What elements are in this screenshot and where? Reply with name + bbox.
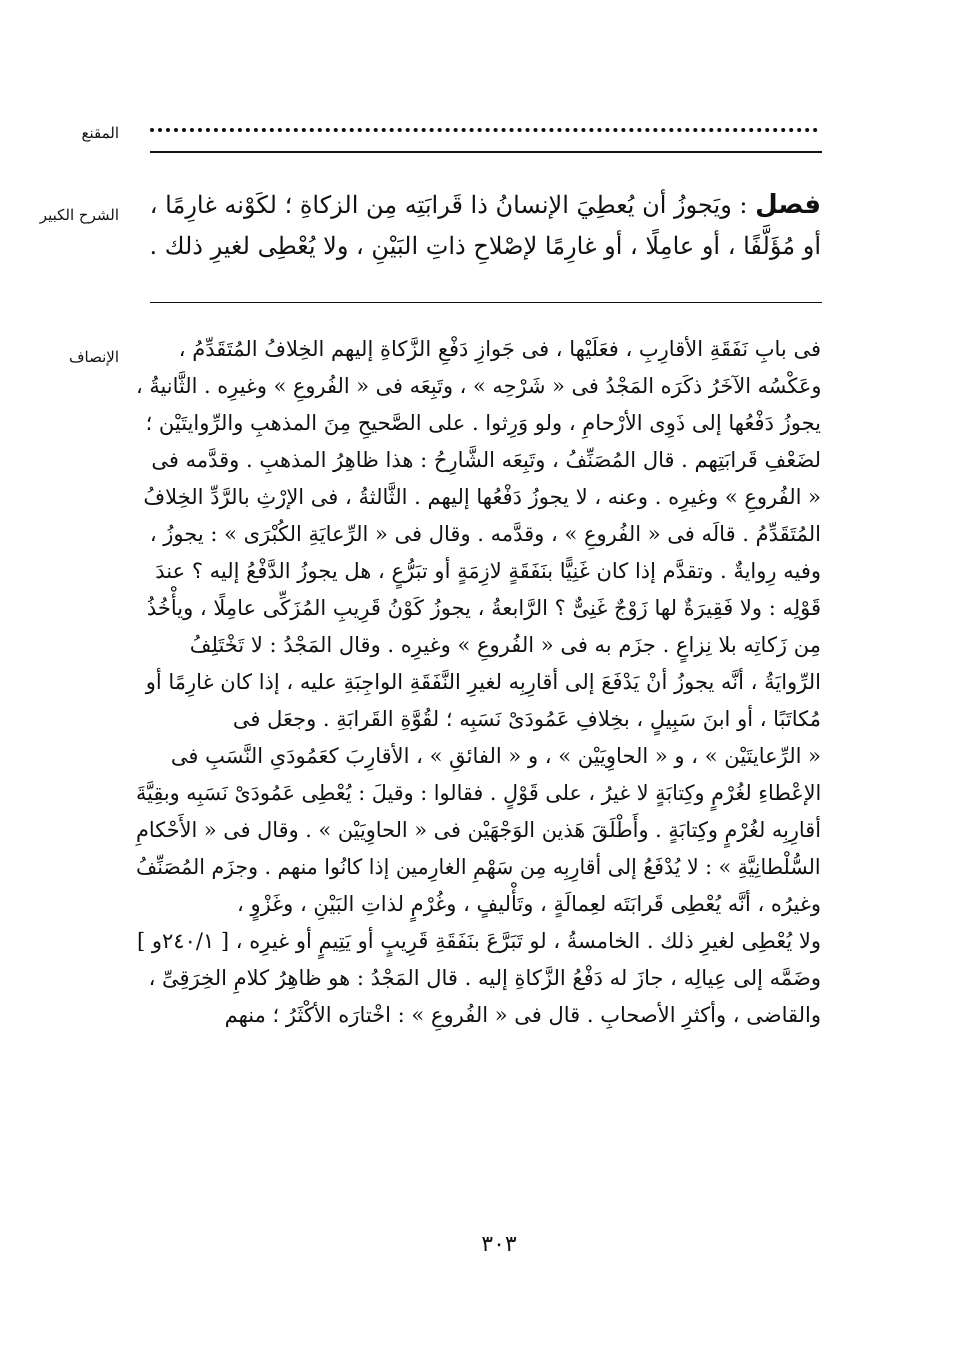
section-divider-thin [150, 302, 822, 303]
muqni-dotted-placeholder [150, 108, 818, 132]
margin-label-muqni: المقنع [81, 124, 119, 142]
margin-label-insaf: الإنصاف [68, 348, 119, 366]
margin-label-sharh: الشرح الكبير [39, 206, 119, 224]
sharh-line-1-text: : ويَجوزُ أن يُعطِيَ الإنسانُ ذا قَرابَتِه مِن الزكاةِ ؛ لكَوْنه غارِمًا ، [149, 191, 748, 219]
sharh-line-2-text: أو مُؤَلَّفًا ، أو عامِلًا ، أو غارِمًا لإصْلاحِ ذاتِ البَيْنِ ، ولا يُعْطِى لغيرِ ذلك . [149, 232, 821, 260]
section-divider-thick [150, 151, 822, 153]
page-number: ٣٠٣ [481, 1232, 517, 1257]
marginal-folio-reference: [ ٢٤٠/١و ] [137, 929, 230, 953]
fasl-heading: فصل [755, 190, 821, 220]
book-page: المقنع الشرح الكبير الإنصاف فصل : ويَجوزُ أن يُعطِيَ الإنسانُ ذا قَرابَتِه مِن الزكاةِ ؛ لكَوْنه غارِمًا ، أو مُؤَلَّفًا ، أو عامِلًا ، أو غارِمًا لإصْلاحِ ذاتِ البَيْنِ ، ولا يُعْطِى لغيرِ ذلك . فى بابِ نَفَقَةِ الأقارِبِ ، فعَلَيْها ، فى جَوازِ دَفْعِ الزَّكاةِ إليهم الخِلافُ المُتَقَدِّمُ ، وعَكْسُه الآخَرُ ذكَرَه المَجْدُ فى « شَرْحِه » ، وتَبِعَه فى « الفُروعِ » وغيرِه . الثَّانيةُ ، يجوزُ دَفْعُها إلى ذَوِى الأرْحامِ ، ولو وَرِثوا . على الصَّحيحِ مِنَ المذهبِ والرِّوايتَيْن ؛ لضَعْفِ قَرابَتِهم . قال المُصَنِّفُ ، وتَبِعَه الشَّارِحُ : هذا ظاهِرُ المذهبِ . وقدَّمه فى « الفُروعِ » وغيرِه . وعنه ، لا يجوزُ دَفْعُها إليهم . الثَّالثةُ ، فى الإرْثِ بالرَّدِّ الخِلافُ المُتَقَدِّمُ . قالَه فى « الفُروعِ » ، وقدَّمه . وقال فى « الرِّعايَةِ الكُبْرَى » : يجوزُ ، وفيه رِوايةٌ . وتقدَّم إذا كان غَنِيًّا بنَفَقَةٍ لازِمَةٍ أو تبَرُّعٍ ، هل يجوزُ الدَّفْعُ إليه ؟ عندَ قَوْلِه : ولا فَقِيرَةٌ لها زَوْجٌ غَنِىٌّ ؟ الرَّابعةُ ، يجوزُ كَوْنُ قَرِيبِ المُزَكِّى عامِلًا ، ويأْخُذُ مِن زَكاتِه بلا نِزاعٍ . جزَم به فى « الفُروعِ » وغيرِه . وقال المَجْدُ : لا تَخْتَلِفُ الرِّوايَةُ ، أنَّه يجوزُ أنْ يَدْفَعَ إلى أقارِبِه لغيرِ النَّفَقَةِ الواجِبَةِ عليه ، إذا كان غارِمًا أو مُكاتَبًا ، أو ابنَ سَبِيلٍ ، بخِلافِ عَمُودَىْ نَسَبِه ؛ لقُوَّةِ القَرابَةِ . وجعَل فى « الرِّعايتَيْن » ، و « الحاوِيَيْن » ، و « الفائقِ » ، الأقارِبَ كعَمُودَىِ النَّسَبِ فى الإعْطاءِ لغُرْمٍ وكِتابَةٍ لا غيرُ ، على قَوْلٍ . فقالوا : وقيلَ : يُعْطِى عَمُودَىْ نَسَبِه وبقِيَّةَ أقارِبِه لغُرْمٍ وكِتابَةٍ . وأَطْلَقَ هَذين الوَجْهَيْن فى « الحاوِيَيْن » . وقال فى « الأَحْكامِ السُّلْطانِيَّةِ » : لا يُدْفَعُ إلى أقارِبِه مِن سَهْمِ الغارِمين إذا كانُوا منهم . وجزَم المُصَنِّفُ وغيرُه ، أنَّه يُعْطِى قَرابَتَه لعِمالَةٍ ، وتَأْليفٍ ، وغُرْمٍ لذاتِ البَيْنِ ، وغَزْوٍ ، ولا يُعْطِى لغيرِ ذلك . الخامسةُ ، لو تَبَرَّعَ بنَفَقَةِ قَرِيبٍ أو يَتِيمٍ أو غيرِه ، [ ٢٤٠/١و ] وضَمَّه إلى عِيالِه ، جازَ له دَفْعُ الزَّكاةِ إليه . قال المَجْدُ : هو ظاهِرُ كلامِ الخِرَقِىِّ ، والقاضى ، وأكثرِ الأصحابِ . قال فى « الفُروعِ » : اخْتارَه الأكْثَرُ ؛ منهم ٣٠٣ [0, 0, 959, 1368]
